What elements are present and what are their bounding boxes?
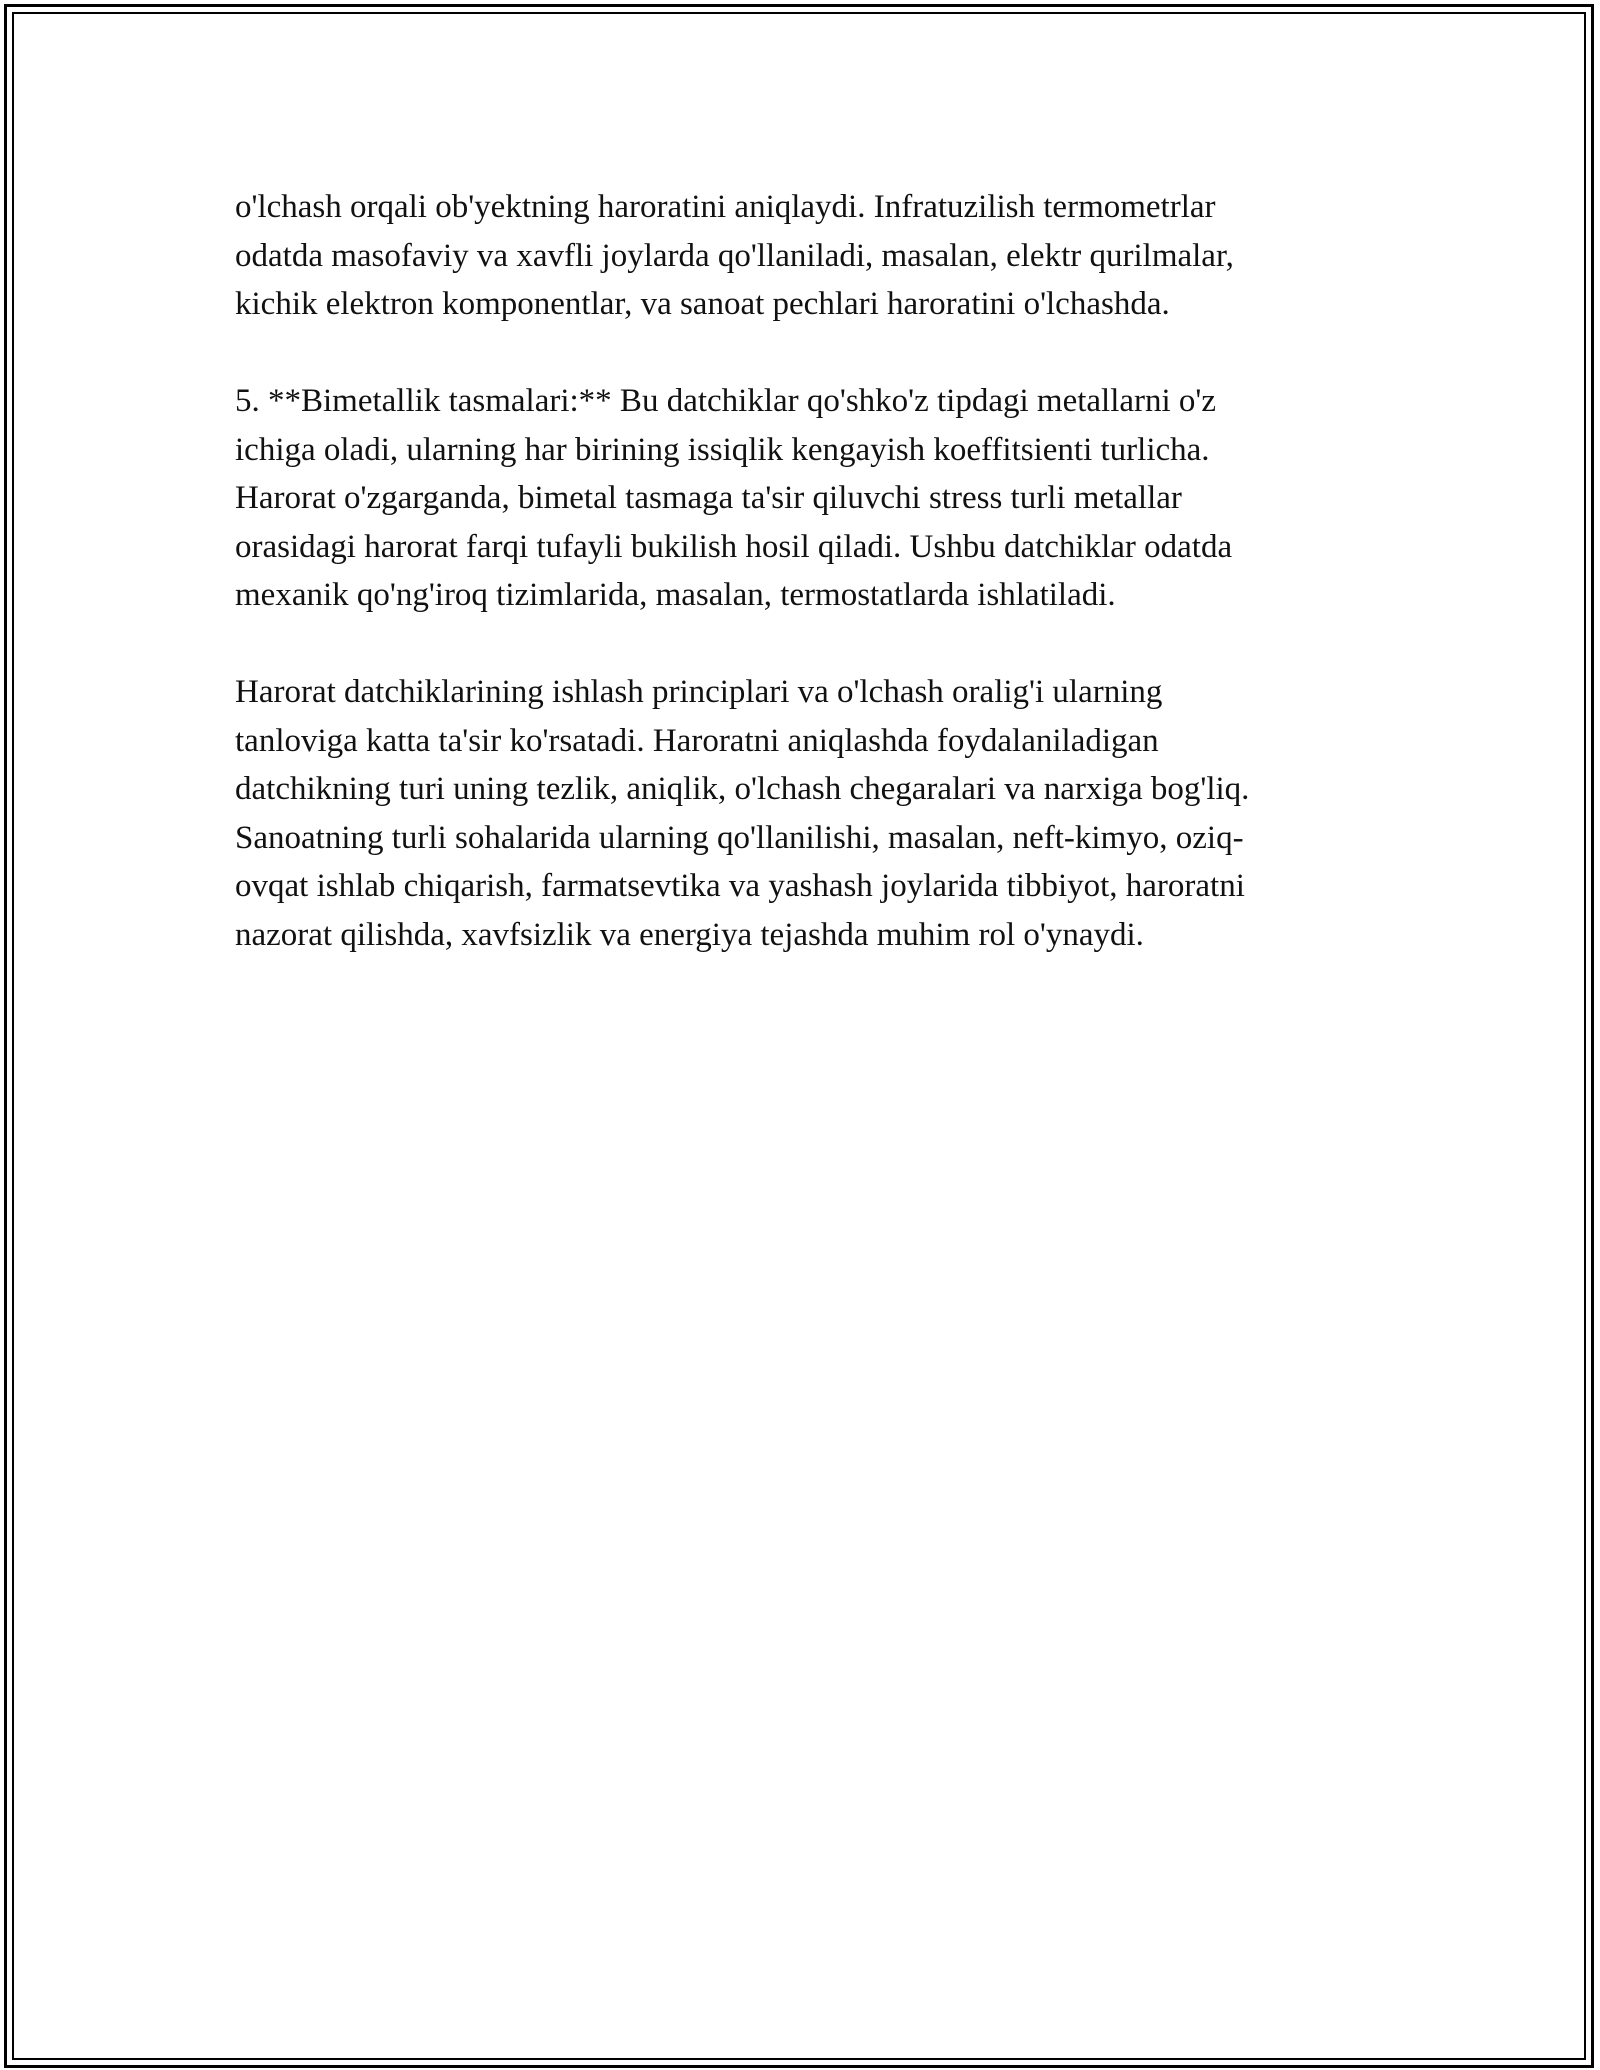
paragraph-bimetallic-strips: 5. **Bimetallik tasmalari:** Bu datchiklar qo'shko'z tipdagi metallarni o'z ichiga oladi, ularning har birining issiqlik kengayish koeffitsienti turlicha. Harorat o'zgarganda, bimetal tasmaga ta'sir qiluvchi stress turli metallar orasidagi harorat farqi tufayli bukilish hosil qiladi. Ushbu datchiklar odatda mexanik qo'ng'iroq tizimlarida, masalan, termostatlarda ishlatiladi. — [235, 383, 1233, 613]
paragraph-conclusion: Harorat datchiklarining ishlash principlari va o'lchash oralig'i ularning tanloviga katta ta'sir ko'rsatadi. Haroratni aniqlashda foydalaniladigan datchikning turi uning tezlik, aniqlik, o'lchash chegaralari va narxiga bog'liq. Sanoatning turli sohalarida ularning qo'llanilishi, masalan, neft-kimyo, oziq- ovqat ishlab chiqarish, farmatsevtika va yashash joylarida tibbiyot, haroratni nazorat qilishda, xavfsizlik va energiya tejashda muhim rol o'ynaydi. — [235, 674, 1250, 953]
paragraph-infrared-thermometers: o'lchash orqali ob'yektning haroratini aniqlaydi. Infratuzilish termometrlar odatda masofaviy va xavfli joylarda qo'llaniladi, masalan, elektr qurilmalar, kichik elektron komponentlar, va sanoat pechlari haroratini o'lchashda. — [235, 189, 1234, 322]
document-body — [235, 183, 1395, 1008]
